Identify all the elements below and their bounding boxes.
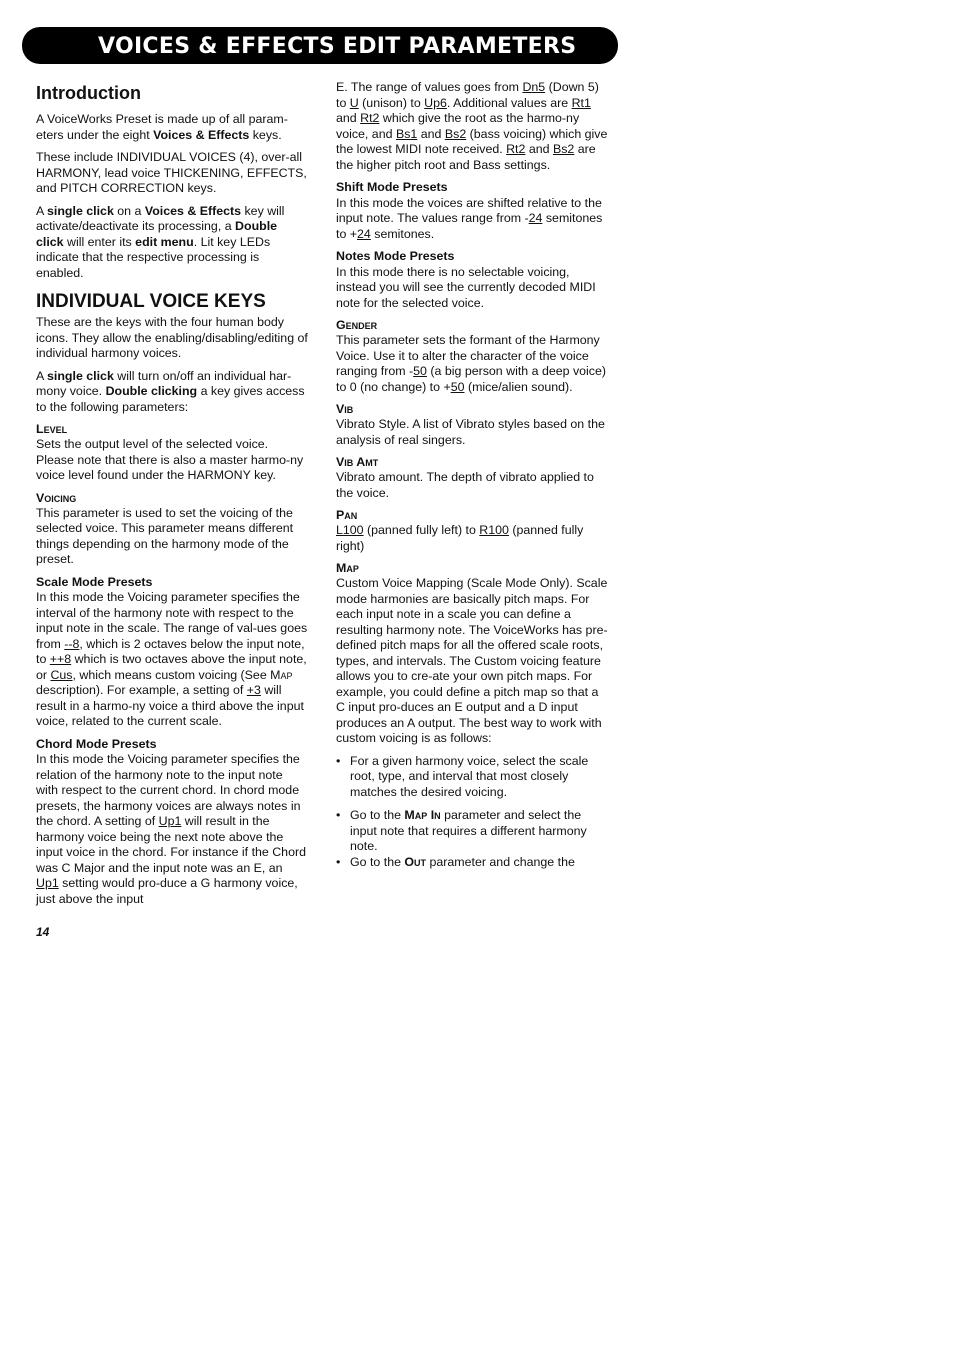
title-banner <box>22 27 618 64</box>
intro-paragraph-3: A single click on a Voices & Effects key will activate/deactivate its processing, a Double click will enter its edit menu. Lit key LEDs indicate that the respective processing is enabled. <box>36 203 285 280</box>
voicing-title: Voicing <box>36 490 77 505</box>
shift-mode-text: In this mode the voices are shifted relative to the input note. The values range from -24 semitones to +24 semitones. <box>336 195 603 241</box>
intro-paragraph-1: A VoiceWorks Preset is made up of all param-eters under the eight Voices & Effects keys. <box>36 112 288 142</box>
chord-mode-continued: E. The range of values goes from Dn5 (Down 5) to U (unison) to Up6. Additional values are Rt1 and Rt2 which give the root as the harmo-ny voice, and Bs1 and Bs2 (bass voicing) which give the lowest MIDI note received. Rt2 and Bs2 are the higher pitch root and Bass settings. <box>336 80 608 172</box>
level-title: Level <box>36 422 68 436</box>
vib-title: Vib <box>336 402 354 416</box>
map-text: Custom Voice Mapping (Scale Mode Only). Scale mode harmonies are basically pitch maps. For each input note in a scale you can define a resulting harmony note. The VoiceWorks has pre-defined pitch maps for all the offered scale roots, types, and intervals. The Custom voicing feature allows you to cre-ate your own pitch maps. For example, you could define a pitch map so that a C input pro-duces an E output and a D input produces an A output. The best way to work with custom voicing is as follows: <box>336 576 608 745</box>
level-text: Sets the output level of the selected voice. Please note that there is also a master harmo-ny voice level found under the HARMONY key. <box>36 437 304 482</box>
introduction-heading: Introduction <box>36 83 141 103</box>
ivk-paragraph-1: These are the keys with the four human body icons. They allow the enabling/disabling/editing of individual harmony voices. <box>36 315 308 360</box>
left-column <box>36 80 308 914</box>
page-title: VOICES & EFFECTS EDIT PARAMETERS <box>98 34 577 59</box>
list-item: • For a given harmony voice, select the scale root, type, and interval that most closely matches the desired voicing. <box>336 753 589 799</box>
ivk-paragraph-2: A single click will turn on/off an individual har-mony voice. Double clicking a key gives access to the following parameters: <box>36 368 305 414</box>
scale-mode-text: In this mode the Voicing parameter specifies the interval of the harmony note with respect to the input note in the scale. The range of val-ues goes from --8, which is 2 octaves below the input note, to ++8 which is two octaves above the input note, or Cus, which means custom voicing (See Map description). For example, a setting of +3 will result in a harmo-ny voice a third above the input voice, related to the current scale. <box>36 590 308 728</box>
right-column <box>336 80 608 870</box>
notes-mode-text: In this mode there is no selectable voicing, instead you will see the currently decoded MIDI note for the selected voice. <box>336 264 596 310</box>
scale-mode-title: Scale Mode Presets <box>36 574 153 589</box>
vib-text: Vibrato Style. A list of Vibrato styles based on the analysis of real singers. <box>336 417 605 447</box>
page-number: 14 <box>36 925 50 939</box>
pan-title: Pan <box>336 508 358 522</box>
pan-text: L100 (panned fully left) to R100 (panned fully right) <box>336 523 584 553</box>
individual-voice-keys-heading: INDIVIDUAL VOICE KEYS <box>36 291 266 312</box>
intro-paragraph-2: These include INDIVIDUAL VOICES (4), over-all HARMONY, lead voice THICKENING, EFFECTS, and PITCH CORRECTION keys. <box>36 150 307 195</box>
list-item: • Go to the Out parameter and change the <box>336 854 575 869</box>
list-item: • Go to the Map In parameter and select the input note that requires a different harmony note. <box>336 808 587 853</box>
shift-mode-title: Shift Mode Presets <box>336 180 448 194</box>
voicing-text: This parameter is used to set the voicing of the selected voice. This parameter means different things depending on the harmony mode of the preset. <box>36 505 294 566</box>
map-title: Map <box>336 561 359 575</box>
vib-amt-title: Vib Amt <box>336 455 379 469</box>
gender-title: Gender <box>336 318 378 332</box>
chord-mode-title: Chord Mode Presets <box>36 736 157 751</box>
custom-voicing-steps <box>336 754 608 871</box>
chord-mode-text: In this mode the Voicing parameter specifies the relation of the harmony note to the input note with respect to the current chord. In chord mode presets, the harmony voices are always notes in the chord. A setting of Up1 will result in the harmony voice being the next note above the input voice in the chord. For instance if the Chord was C Major and the input note was an E, an Up1 setting would pro-duce a G harmony voice, just above the input <box>36 752 306 906</box>
vib-amt-text: Vibrato amount. The depth of vibrato applied to the voice. <box>336 470 594 500</box>
notes-mode-title: Notes Mode Presets <box>336 249 455 263</box>
gender-text: This parameter sets the formant of the Harmony Voice. Use it to alter the character of the voice ranging from -50 (a big person with a deep voice) to 0 (no change) to +50 (mice/alien sound). <box>336 333 607 394</box>
